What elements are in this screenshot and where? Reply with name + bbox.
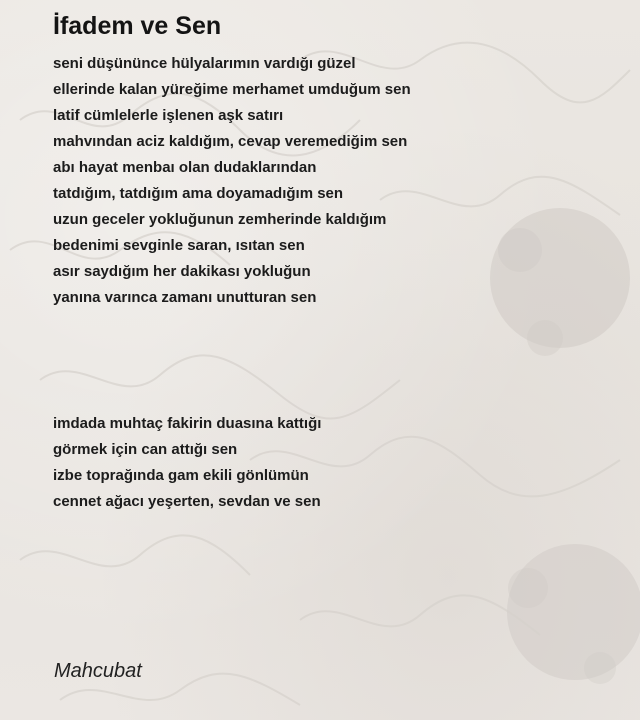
poem-line: izbe toprağında gam ekili gönlümün — [53, 467, 309, 484]
ink-stain — [584, 652, 616, 684]
poem-line: seni düşününce hülyalarımın vardığı güzel — [53, 55, 356, 72]
stanza-1 — [53, 51, 411, 311]
poem-line: uzun geceler yokluğunun zemherinde kaldığım — [53, 211, 387, 228]
poem-line: asır saydığım her dakikası yokluğun — [53, 263, 311, 280]
poem-line: ellerinde kalan yüreğime merhamet umduğum sen — [53, 81, 411, 98]
poem-line: latif cümlelerle işlenen aşk satırı — [53, 107, 284, 124]
poem-line: abı hayat menbaı olan dudaklarından — [53, 159, 317, 176]
poem-line: yanına varınca zamanı unutturan sen — [53, 289, 317, 306]
poem-title: İfadem ve Sen — [53, 12, 222, 40]
poem-line: tatdığım, tatdığım ama doyamadığım sen — [53, 185, 344, 202]
poem-line: imdada muhtaç fakirin duasına kattığı — [53, 415, 322, 432]
poem-line: bedenimi sevginle saran, ısıtan sen — [53, 237, 305, 254]
poem-line: görmek için can attığı sen — [53, 441, 238, 458]
ink-stain — [490, 208, 630, 348]
poem-line: cennet ağacı yeşerten, sevdan ve sen — [53, 493, 321, 510]
ink-stain — [507, 544, 640, 680]
ink-stain — [498, 228, 542, 272]
ink-stain — [527, 320, 563, 356]
poem-line: mahvından aciz kaldığım, cevap veremediğim sen — [53, 133, 408, 150]
poem-author: Mahcubat — [54, 660, 142, 682]
ink-stain — [508, 568, 548, 608]
stanza-2 — [53, 411, 321, 515]
